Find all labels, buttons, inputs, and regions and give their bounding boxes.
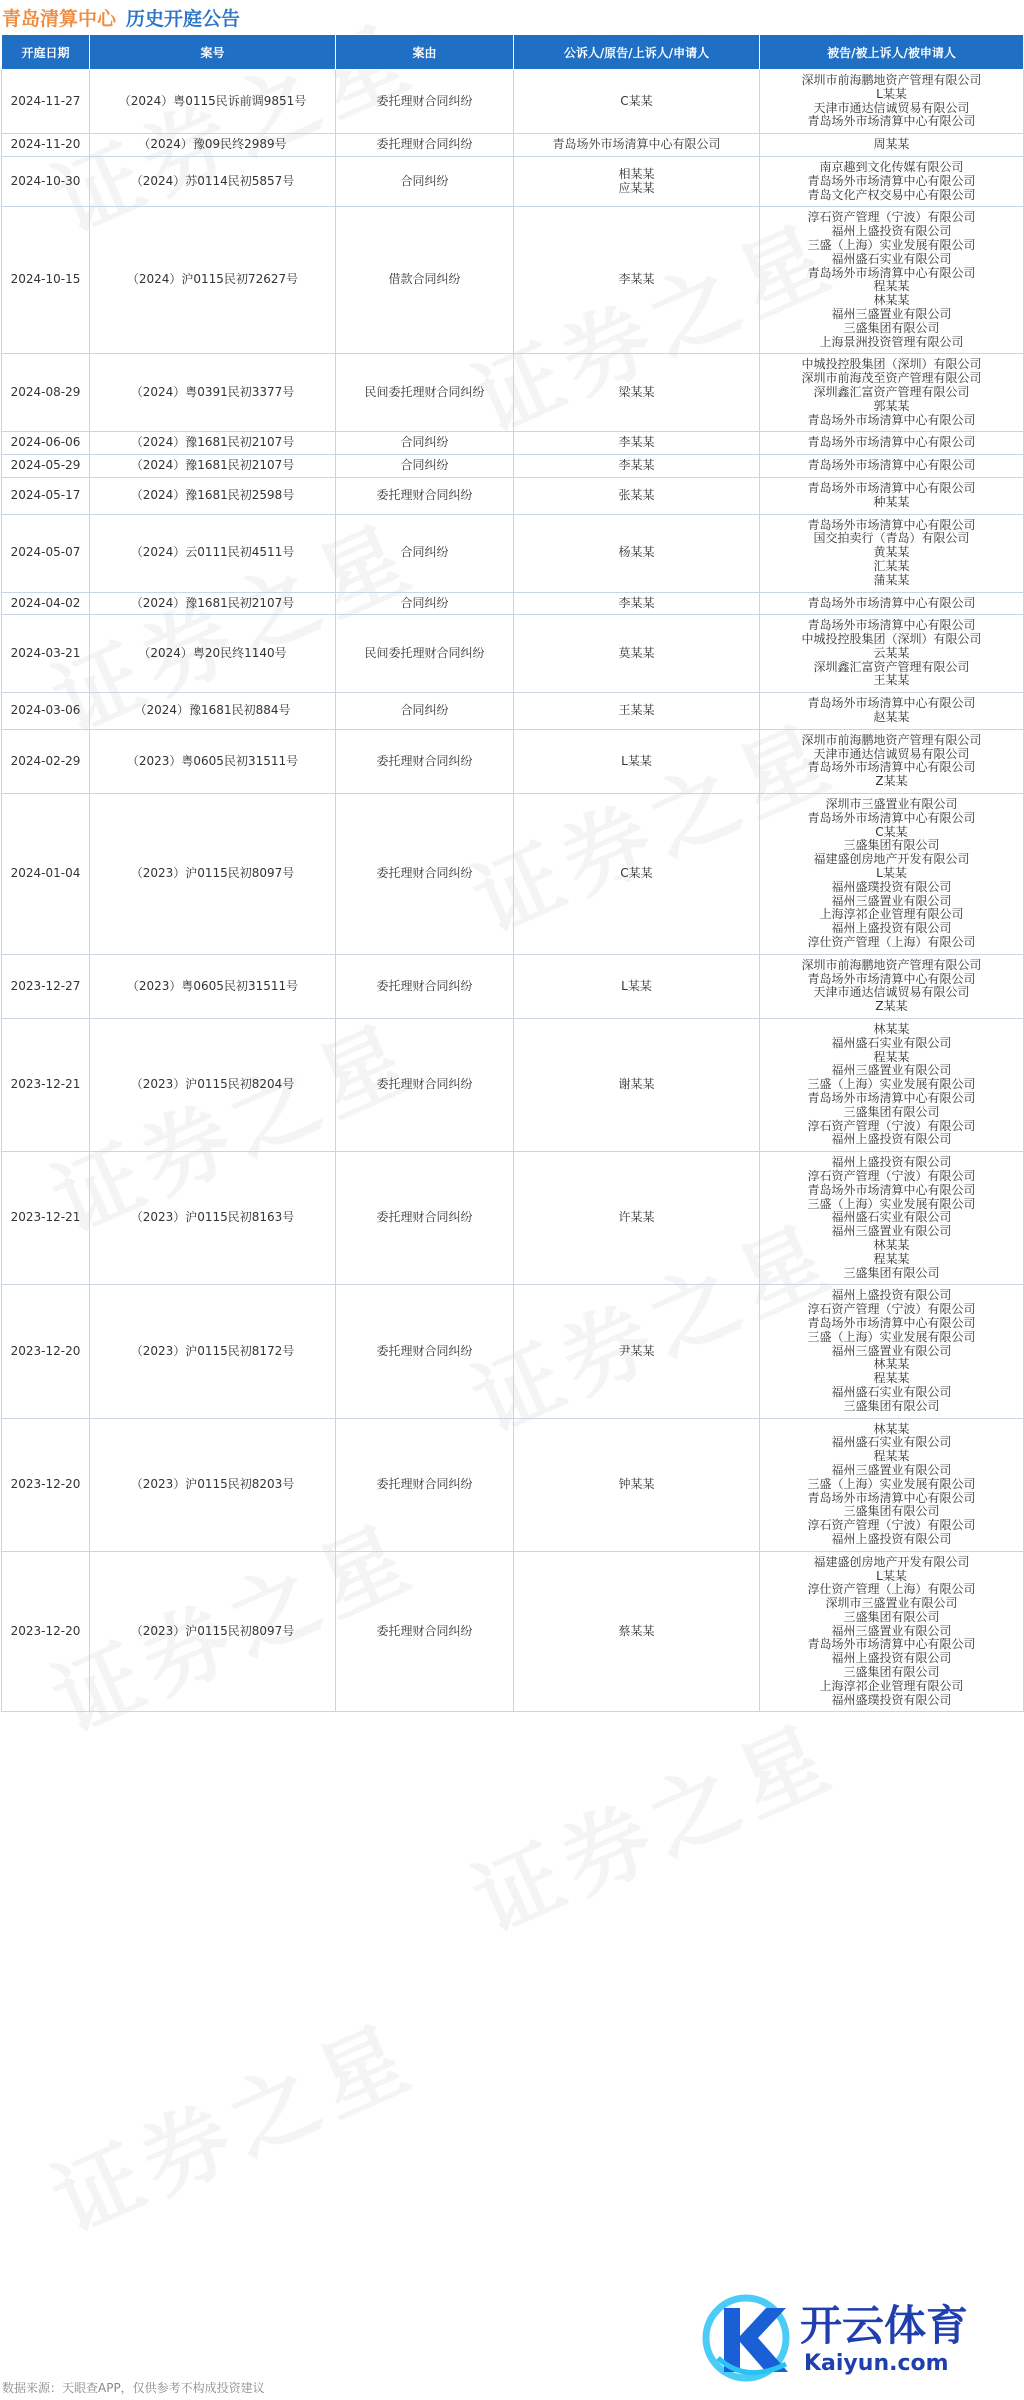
defendant-name: 青岛场外市场清算中心有限公司: [807, 114, 976, 129]
cell-date: 2024-06-06: [2, 432, 90, 455]
defendant-name: 三盛集团有限公司: [843, 320, 940, 335]
defendant-name: L某某: [876, 86, 907, 101]
cell-defendants: [760, 514, 1024, 592]
defendant-name: 深圳鑫汇富资产管理有限公司: [813, 659, 970, 674]
defendant-name: 福州三盛置业有限公司: [831, 893, 952, 908]
plaintiff-name: 梁某某: [618, 384, 655, 399]
cell-cause: 民间委托理财合同纠纷: [336, 615, 514, 693]
defendant-name: 黄某某: [873, 545, 910, 560]
cell-case-number: （2023）粤0605民初31511号: [90, 954, 336, 1018]
cell-date: 2023-12-21: [2, 1152, 90, 1285]
defendant-name: C某某: [875, 824, 908, 839]
plaintiff-name: L某某: [621, 978, 652, 993]
defendant-name: 三盛（上海）实业发展有限公司: [807, 1196, 976, 1211]
cell-date: 2023-12-20: [2, 1551, 90, 1712]
table-row: [2, 615, 1024, 693]
table-row: [2, 729, 1024, 793]
cell-defendants: [760, 156, 1024, 206]
defendant-name: 福州上盛投资有限公司: [831, 921, 952, 936]
defendant-name: 天津市通达信诚贸易有限公司: [813, 985, 970, 1000]
defendant-name: L某某: [876, 866, 907, 881]
defendant-name: 国交拍卖行（青岛）有限公司: [813, 531, 970, 546]
table-row: [2, 134, 1024, 157]
column-header-plaintiffs: 公诉人/原告/上诉人/申请人: [514, 35, 760, 70]
column-header-defendants: 被告/被上诉人/被申请人: [760, 35, 1024, 70]
table-row: [2, 1285, 1024, 1418]
cell-case-number: （2023）粤0605民初31511号: [90, 729, 336, 793]
table-row: [2, 514, 1024, 592]
cell-case-number: （2024）云0111民初4511号: [90, 514, 336, 592]
cell-plaintiffs: [514, 1551, 760, 1712]
defendant-name: 中城投控股集团（深圳）有限公司: [801, 357, 982, 372]
cell-cause: 合同纠纷: [336, 156, 514, 206]
cell-plaintiffs: [514, 794, 760, 955]
table-row: [2, 1019, 1024, 1152]
cell-date: 2024-03-06: [2, 693, 90, 730]
cell-case-number: （2024）粤0115民诉前调9851号: [90, 70, 336, 134]
cell-case-number: （2024）豫1681民初2598号: [90, 477, 336, 514]
logo-text-en: Kaiyun.com: [804, 2351, 949, 2376]
cell-cause: 委托理财合同纠纷: [336, 794, 514, 955]
plaintiff-name: C某某: [620, 866, 653, 881]
plaintiff-name: 莫某某: [618, 645, 655, 660]
cell-defendants: [760, 207, 1024, 354]
defendant-name: 青岛场外市场清算中心有限公司: [807, 595, 976, 610]
table-row: [2, 156, 1024, 206]
defendant-name: 林某某: [873, 1421, 910, 1436]
cell-defendants: [760, 794, 1024, 955]
cell-date: 2023-12-20: [2, 1418, 90, 1551]
defendant-name: 福州三盛置业有限公司: [831, 306, 952, 321]
cell-defendants: [760, 1019, 1024, 1152]
defendant-name: 淳石资产管理（宁波）有限公司: [807, 1518, 976, 1533]
cell-plaintiffs: [514, 455, 760, 478]
cell-case-number: （2023）沪0115民初8203号: [90, 1418, 336, 1551]
cell-plaintiffs: [514, 207, 760, 354]
cell-plaintiffs: [514, 729, 760, 793]
cell-plaintiffs: [514, 592, 760, 615]
defendant-name: 青岛场外市场清算中心有限公司: [807, 760, 976, 775]
defendant-name: 汇某某: [873, 558, 910, 573]
column-header-date: 开庭日期: [2, 35, 90, 70]
table-row: [2, 1551, 1024, 1712]
defendant-name: 福建盛创房地产开发有限公司: [813, 852, 970, 867]
defendant-name: 深圳市三盛置业有限公司: [825, 1596, 958, 1611]
defendant-name: 青岛场外市场清算中心有限公司: [807, 412, 976, 427]
defendant-name: 青岛场外市场清算中心有限公司: [807, 1182, 976, 1197]
defendant-name: 青岛场外市场清算中心有限公司: [807, 265, 976, 280]
cell-defendants: [760, 354, 1024, 432]
defendant-name: 三盛集团有限公司: [843, 1265, 940, 1280]
cell-case-number: （2023）沪0115民初8163号: [90, 1152, 336, 1285]
kaiyun-logo-mark: [700, 2280, 1010, 2390]
cell-defendants: [760, 70, 1024, 134]
defendant-name: 福州上盛投资有限公司: [831, 1651, 952, 1666]
cell-defendants: [760, 134, 1024, 157]
cell-plaintiffs: [514, 354, 760, 432]
table-row: [2, 954, 1024, 1018]
defendant-name: 福州盛石实业有限公司: [831, 1035, 952, 1050]
court-notice-table: [1, 34, 1024, 1712]
plaintiff-name: 王某某: [618, 703, 655, 718]
defendant-name: 青岛场外市场清算中心有限公司: [807, 696, 976, 711]
cell-defendants: [760, 455, 1024, 478]
defendant-name: 上海淳祁企业管理有限公司: [819, 907, 964, 922]
cell-date: 2024-11-27: [2, 70, 90, 134]
cell-date: 2024-10-30: [2, 156, 90, 206]
cell-defendants: [760, 432, 1024, 455]
plaintiff-name: 相某某: [618, 166, 655, 181]
table-row: [2, 432, 1024, 455]
defendant-name: 福州盛璞投资有限公司: [831, 879, 952, 894]
plaintiff-name: 尹某某: [618, 1343, 655, 1358]
cell-cause: 合同纠纷: [336, 432, 514, 455]
watermark: [451, 1687, 852, 1956]
defendant-name: 青岛场外市场清算中心有限公司: [807, 1315, 976, 1330]
defendant-name: 云某某: [873, 645, 910, 660]
defendant-name: 三盛（上海）实业发展有限公司: [807, 1077, 976, 1092]
column-header-cause: 案由: [336, 35, 514, 70]
table-row: [2, 1152, 1024, 1285]
defendant-name: 三盛（上海）实业发展有限公司: [807, 1329, 976, 1344]
cell-plaintiffs: [514, 514, 760, 592]
cell-date: 2024-03-21: [2, 615, 90, 693]
defendant-name: 郭某某: [873, 398, 910, 413]
plaintiff-name: 李某某: [618, 435, 655, 450]
cell-cause: 委托理财合同纠纷: [336, 1152, 514, 1285]
defendant-name: 三盛集团有限公司: [843, 1665, 940, 1680]
defendant-name: 福州三盛置业有限公司: [831, 1343, 952, 1358]
defendant-name: 青岛场外市场清算中心有限公司: [807, 458, 976, 473]
defendant-name: 程某某: [873, 1049, 910, 1064]
cell-date: 2024-05-17: [2, 477, 90, 514]
table-row: [2, 207, 1024, 354]
cell-plaintiffs: [514, 432, 760, 455]
defendant-name: 福州三盛置业有限公司: [831, 1224, 952, 1239]
defendant-name: 青岛场外市场清算中心有限公司: [807, 173, 976, 188]
defendant-name: 深圳市三盛置业有限公司: [825, 797, 958, 812]
cell-plaintiffs: [514, 1019, 760, 1152]
cell-cause: 委托理财合同纠纷: [336, 477, 514, 514]
plaintiff-name: 李某某: [618, 595, 655, 610]
cell-case-number: （2023）沪0115民初8204号: [90, 1019, 336, 1152]
defendant-name: 程某某: [873, 1371, 910, 1386]
cell-cause: 合同纠纷: [336, 693, 514, 730]
cell-defendants: [760, 477, 1024, 514]
cell-cause: 委托理财合同纠纷: [336, 729, 514, 793]
cell-cause: 委托理财合同纠纷: [336, 1019, 514, 1152]
defendant-name: 福州盛石实业有限公司: [831, 1210, 952, 1225]
defendant-name: 周某某: [873, 137, 910, 152]
cell-date: 2024-08-29: [2, 354, 90, 432]
defendant-name: 福州三盛置业有限公司: [831, 1462, 952, 1477]
defendant-name: Z某某: [875, 999, 908, 1014]
defendant-name: 天津市通达信诚贸易有限公司: [813, 100, 970, 115]
defendant-name: 淳石资产管理（宁波）有限公司: [807, 210, 976, 225]
defendant-name: 深圳市前海鹏地资产管理有限公司: [801, 732, 982, 747]
defendant-name: 青岛场外市场清算中心有限公司: [807, 480, 976, 495]
cell-cause: 委托理财合同纠纷: [336, 954, 514, 1018]
defendant-name: 程某某: [873, 279, 910, 294]
defendant-name: L某某: [876, 1568, 907, 1583]
cell-plaintiffs: [514, 1418, 760, 1551]
defendant-name: 深圳市前海鹏地资产管理有限公司: [801, 957, 982, 972]
plaintiff-name: 张某某: [618, 487, 655, 502]
table-row: [2, 693, 1024, 730]
defendant-name: 林某某: [873, 1237, 910, 1252]
cell-defendants: [760, 729, 1024, 793]
plaintiff-name: L某某: [621, 753, 652, 768]
defendant-name: 福州上盛投资有限公司: [831, 1288, 952, 1303]
cell-date: 2024-10-15: [2, 207, 90, 354]
table-row: [2, 70, 1024, 134]
plaintiff-name: C某某: [620, 93, 653, 108]
cell-plaintiffs: [514, 954, 760, 1018]
defendant-name: 青岛场外市场清算中心有限公司: [807, 517, 976, 532]
cell-case-number: （2023）沪0115民初8097号: [90, 794, 336, 955]
cell-case-number: （2024）沪0115民初72627号: [90, 207, 336, 354]
cell-case-number: （2024）豫1681民初884号: [90, 693, 336, 730]
cell-plaintiffs: [514, 70, 760, 134]
defendant-name: 淳仕资产管理（上海）有限公司: [807, 935, 976, 950]
defendant-name: 福州上盛投资有限公司: [831, 1155, 952, 1170]
plaintiff-name: 谢某某: [618, 1077, 655, 1092]
defendant-name: Z某某: [875, 774, 908, 789]
plaintiff-name: 李某某: [618, 272, 655, 287]
cell-date: 2023-12-20: [2, 1285, 90, 1418]
defendant-name: 三盛（上海）实业发展有限公司: [807, 237, 976, 252]
cell-cause: 委托理财合同纠纷: [336, 1551, 514, 1712]
defendant-name: 三盛集团有限公司: [843, 1504, 940, 1519]
defendant-name: 赵某某: [873, 710, 910, 725]
defendant-name: 福州三盛置业有限公司: [831, 1063, 952, 1078]
defendant-name: 三盛集团有限公司: [843, 1609, 940, 1624]
watermark: [31, 1987, 432, 2256]
plaintiff-name: 蔡某某: [618, 1623, 655, 1638]
table-row: [2, 477, 1024, 514]
defendant-name: 三盛集团有限公司: [843, 1104, 940, 1119]
cell-plaintiffs: [514, 693, 760, 730]
table-body: [2, 70, 1024, 1712]
cell-date: 2024-01-04: [2, 794, 90, 955]
cell-cause: 委托理财合同纠纷: [336, 70, 514, 134]
cell-defendants: [760, 615, 1024, 693]
table-row: [2, 592, 1024, 615]
table-row: [2, 1418, 1024, 1551]
defendant-name: 青岛场外市场清算中心有限公司: [807, 1637, 976, 1652]
column-header-case-number: 案号: [90, 35, 336, 70]
cell-cause: 委托理财合同纠纷: [336, 134, 514, 157]
defendant-name: 福州盛石实业有限公司: [831, 251, 952, 266]
defendant-name: 南京趣到文化传媒有限公司: [819, 159, 964, 174]
defendant-name: 青岛场外市场清算中心有限公司: [807, 1490, 976, 1505]
table-row: [2, 794, 1024, 955]
defendant-name: 青岛场外市场清算中心有限公司: [807, 810, 976, 825]
defendant-name: 中城投控股集团（深圳）有限公司: [801, 632, 982, 647]
cell-defendants: [760, 1551, 1024, 1712]
cell-defendants: [760, 592, 1024, 615]
cell-case-number: （2024）豫09民终2989号: [90, 134, 336, 157]
defendant-name: 三盛集团有限公司: [843, 838, 940, 853]
cell-date: 2024-04-02: [2, 592, 90, 615]
cell-cause: 委托理财合同纠纷: [336, 1418, 514, 1551]
defendant-name: 种某某: [873, 494, 910, 509]
kaiyun-logo: [700, 2280, 1010, 2390]
cell-cause: 合同纠纷: [336, 455, 514, 478]
plaintiff-name: 李某某: [618, 458, 655, 473]
defendant-name: 福建盛创房地产开发有限公司: [813, 1554, 970, 1569]
defendant-name: 青岛文化产权交易中心有限公司: [807, 187, 976, 202]
defendant-name: 三盛集团有限公司: [843, 1398, 940, 1413]
cell-defendants: [760, 1152, 1024, 1285]
page-title: [0, 0, 1024, 34]
defendant-name: 深圳鑫汇富资产管理有限公司: [813, 384, 970, 399]
defendant-name: 福州上盛投资有限公司: [831, 224, 952, 239]
cell-case-number: （2024）豫1681民初2107号: [90, 455, 336, 478]
defendant-name: 王某某: [873, 673, 910, 688]
cell-date: 2024-02-29: [2, 729, 90, 793]
defendant-name: 福州盛石实业有限公司: [831, 1435, 952, 1450]
plaintiff-name: 钟某某: [618, 1476, 655, 1491]
cell-plaintiffs: [514, 156, 760, 206]
cell-case-number: （2023）沪0115民初8172号: [90, 1285, 336, 1418]
cell-plaintiffs: [514, 615, 760, 693]
table-row: [2, 354, 1024, 432]
defendant-name: 福州上盛投资有限公司: [831, 1132, 952, 1147]
defendant-name: 深圳市前海鹏地资产管理有限公司: [801, 73, 982, 87]
defendant-name: 林某某: [873, 1357, 910, 1372]
cell-case-number: （2024）粤0391民初3377号: [90, 354, 336, 432]
defendant-name: 蒲某某: [873, 572, 910, 587]
defendant-name: 福州盛石实业有限公司: [831, 1384, 952, 1399]
defendant-name: 程某某: [873, 1449, 910, 1464]
data-source-note: 数据来源：天眼查APP，仅供参考不构成投资建议: [2, 2381, 265, 2395]
cell-plaintiffs: [514, 1152, 760, 1285]
defendant-name: 淳仕资产管理（上海）有限公司: [807, 1582, 976, 1597]
table-row: [2, 455, 1024, 478]
defendant-name: 青岛场外市场清算中心有限公司: [807, 1091, 976, 1105]
cell-case-number: （2024）粤20民终1140号: [90, 615, 336, 693]
defendant-name: 福州上盛投资有限公司: [831, 1531, 952, 1546]
section-title: 历史开庭公告: [126, 7, 241, 30]
defendant-name: 福州三盛置业有限公司: [831, 1623, 952, 1638]
plaintiff-name: 应某某: [618, 180, 655, 195]
cell-defendants: [760, 1285, 1024, 1418]
defendant-name: 林某某: [873, 293, 910, 308]
logo-text-cn: 开云体育: [800, 2301, 969, 2350]
cell-date: 2024-05-07: [2, 514, 90, 592]
cell-date: 2023-12-27: [2, 954, 90, 1018]
defendant-name: 天津市通达信诚贸易有限公司: [813, 746, 970, 761]
cell-case-number: （2023）沪0115民初8097号: [90, 1551, 336, 1712]
cell-date: 2024-11-20: [2, 134, 90, 157]
defendant-name: 上海景洲投资管理有限公司: [819, 334, 964, 349]
defendant-name: 淳石资产管理（宁波）有限公司: [807, 1302, 976, 1317]
cell-plaintiffs: [514, 134, 760, 157]
cell-cause: 合同纠纷: [336, 592, 514, 615]
table-header-row: [2, 35, 1024, 70]
cell-defendants: [760, 954, 1024, 1018]
cell-case-number: （2024）豫1681民初2107号: [90, 432, 336, 455]
cell-plaintiffs: [514, 1285, 760, 1418]
cell-cause: 借款合同纠纷: [336, 207, 514, 354]
plaintiff-name: 许某某: [618, 1210, 655, 1225]
cell-cause: 民间委托理财合同纠纷: [336, 354, 514, 432]
cell-plaintiffs: [514, 477, 760, 514]
plaintiff-name: 青岛场外市场清算中心有限公司: [552, 137, 721, 152]
cell-cause: 委托理财合同纠纷: [336, 1285, 514, 1418]
defendant-name: 青岛场外市场清算中心有限公司: [807, 971, 976, 986]
cell-cause: 合同纠纷: [336, 514, 514, 592]
cell-defendants: [760, 1418, 1024, 1551]
cell-defendants: [760, 693, 1024, 730]
cell-date: 2023-12-21: [2, 1019, 90, 1152]
defendant-name: 程某某: [873, 1251, 910, 1266]
plaintiff-name: 杨某某: [618, 545, 655, 560]
defendant-name: 林某某: [873, 1022, 910, 1037]
cell-case-number: （2024）豫1681民初2107号: [90, 592, 336, 615]
defendant-name: 福州盛璞投资有限公司: [831, 1692, 952, 1707]
brand-title: 青岛清算中心: [2, 7, 117, 30]
defendant-name: 淳石资产管理（宁波）有限公司: [807, 1118, 976, 1133]
defendant-name: 青岛场外市场清算中心有限公司: [807, 618, 976, 633]
cell-date: 2024-05-29: [2, 455, 90, 478]
defendant-name: 三盛（上海）实业发展有限公司: [807, 1476, 976, 1491]
defendant-name: 淳石资产管理（宁波）有限公司: [807, 1168, 976, 1183]
defendant-name: 上海淳祁企业管理有限公司: [819, 1678, 964, 1693]
defendant-name: 青岛场外市场清算中心有限公司: [807, 435, 976, 450]
cell-case-number: （2024）苏0114民初5857号: [90, 156, 336, 206]
defendant-name: 深圳市前海茂至资产管理有限公司: [801, 371, 982, 386]
